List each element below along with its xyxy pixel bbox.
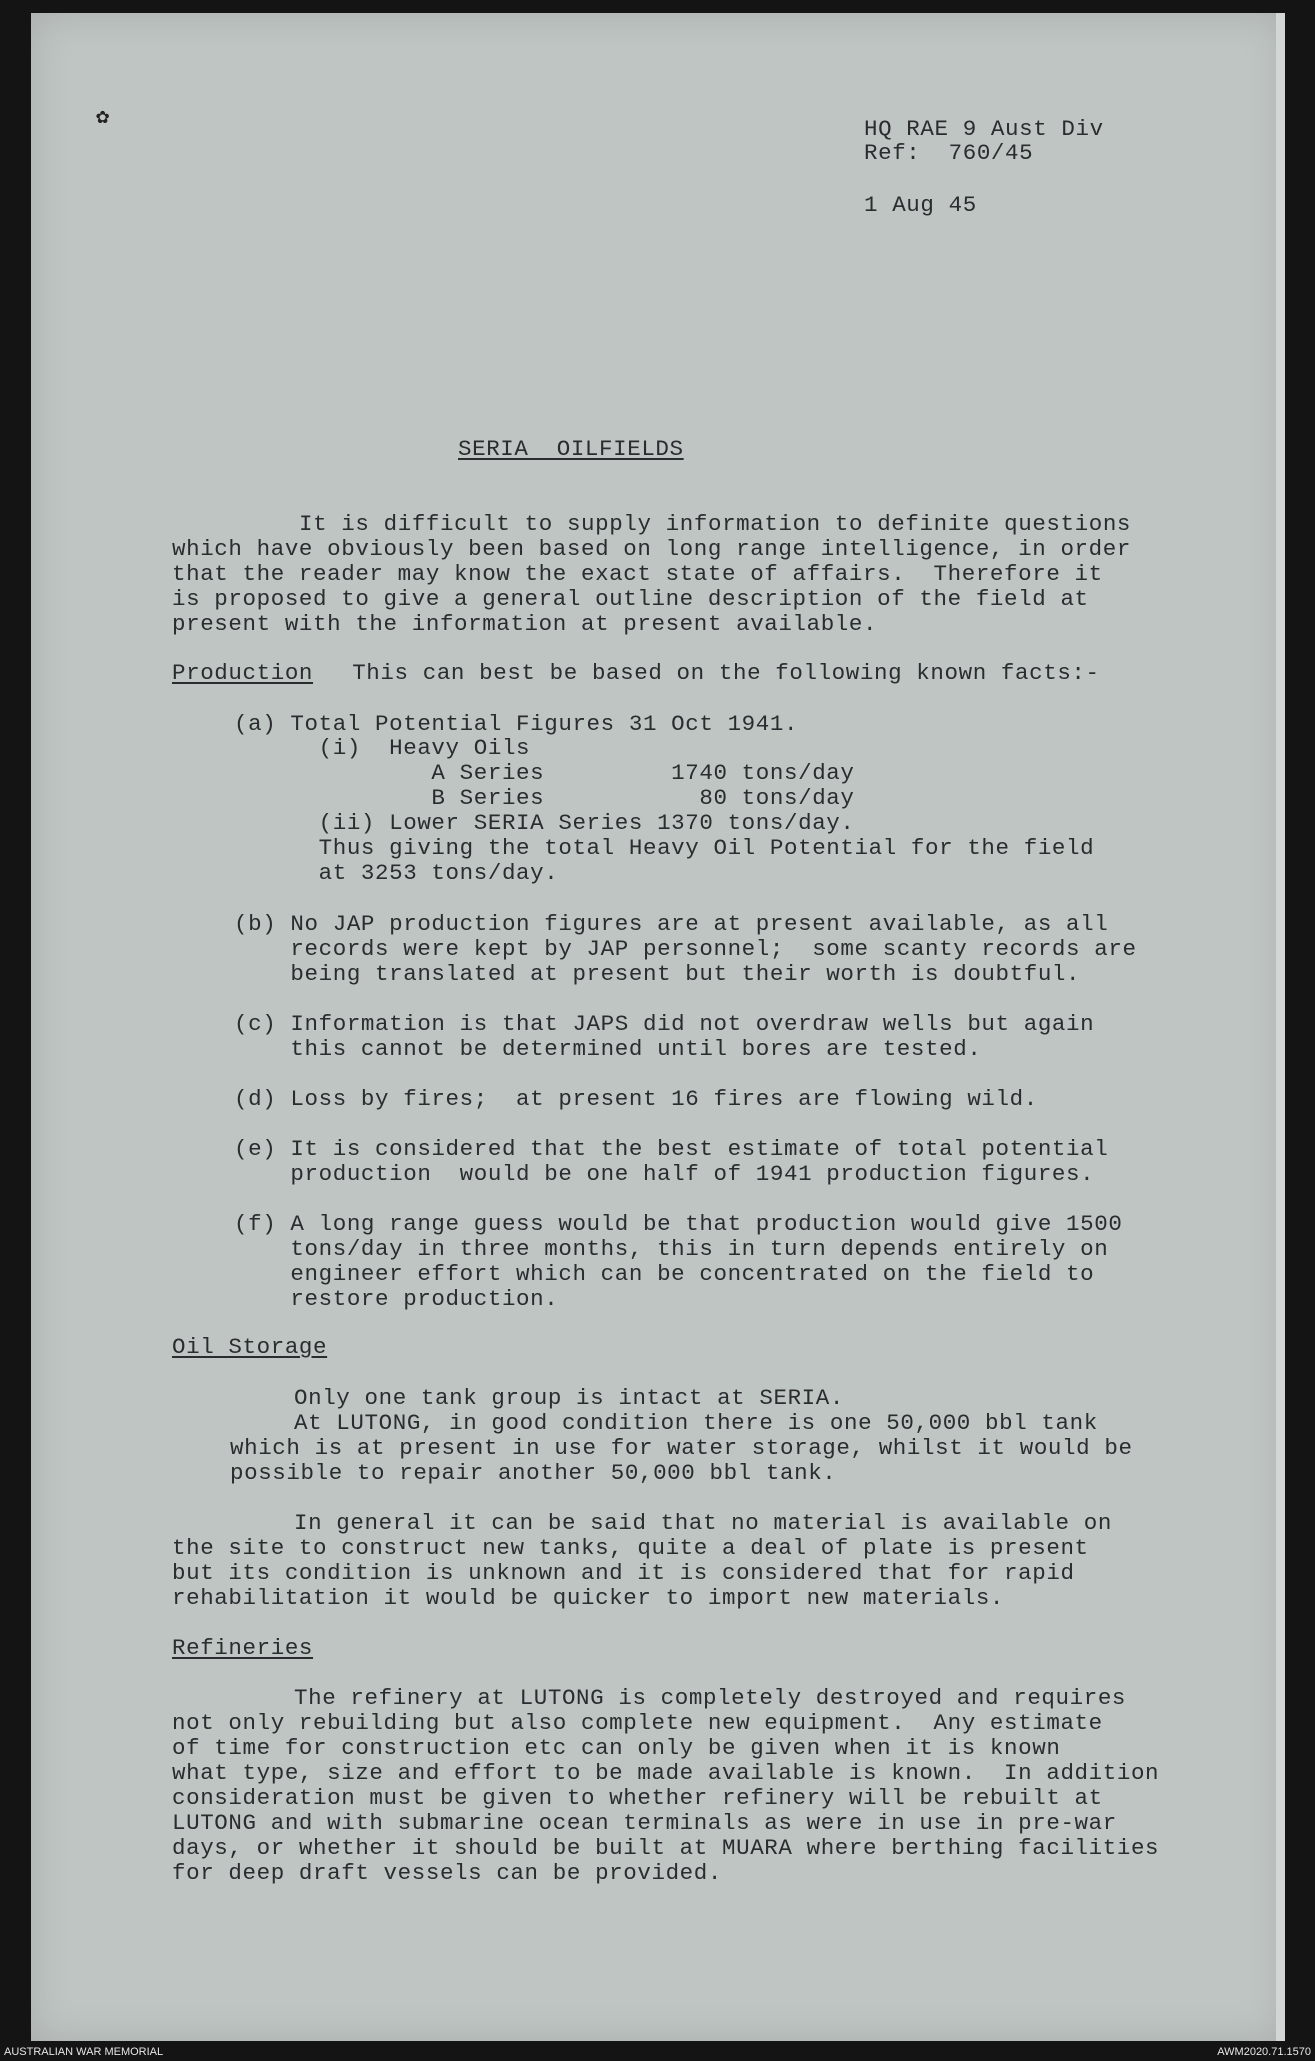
oil-storage-line: Only one tank group is intact at SERIA.	[294, 1385, 844, 1411]
intro-line: that the reader may know the exact state of affairs. Therefore it	[172, 561, 1103, 587]
footer-credit: AUSTRALIAN WAR MEMORIAL	[4, 2046, 164, 2058]
oil-storage-line: rehabilitation it would be quicker to import new materials.	[172, 1585, 1005, 1611]
refineries-heading: Refineries	[172, 1635, 314, 1661]
item-a-line: Thus giving the total Heavy Oil Potential for the field	[234, 835, 1095, 861]
header-ref: Ref: 760/45	[864, 140, 1034, 166]
oil-storage-line: At LUTONG, in good condition there is one 50,000 bbl tank	[294, 1410, 1098, 1436]
item-b-line: (b) No JAP production figures are at present available, as all	[234, 911, 1109, 937]
refineries-line: days, or whether it should be built at MUARA where berthing facilities	[172, 1835, 1160, 1861]
footer-accession: AWM2020.71.1570	[1217, 2046, 1311, 2058]
intro-line: which have obviously been based on long range intelligence, in order	[172, 536, 1131, 562]
header-unit: HQ RAE 9 Aust Div	[864, 116, 1104, 142]
oil-storage-line: which is at present in use for water storage, whilst it would be	[230, 1435, 1133, 1461]
item-a-line: at 3253 tons/day.	[234, 860, 559, 886]
oil-storage-line: the site to construct new tanks, quite a deal of plate is present	[172, 1535, 1089, 1561]
item-b-line: records were kept by JAP personnel; some scanty records are	[234, 936, 1137, 962]
item-b-line: being translated at present but their worth is doubtful.	[234, 961, 1081, 987]
refineries-line: what type, size and effort to be made available is known. In addition	[172, 1760, 1160, 1786]
refineries-line: The refinery at LUTONG is completely destroyed and requires	[294, 1685, 1127, 1711]
item-f-line: restore production.	[234, 1286, 559, 1312]
item-a-line: (ii) Lower SERIA Series 1370 tons/day.	[234, 810, 855, 836]
item-c-line: (c) Information is that JAPS did not overdraw wells but again	[234, 1011, 1095, 1037]
production-lead: This can best be based on the following known facts:-	[324, 660, 1100, 686]
item-a-line: (a) Total Potential Figures 31 Oct 1941.	[234, 711, 799, 737]
ink-mark-icon: ✿	[96, 105, 110, 130]
item-a-line: B Series 80 tons/day	[234, 785, 855, 811]
intro-line: present with the information at present available.	[172, 611, 878, 637]
refineries-line: of time for construction etc can only be given when it is known	[172, 1735, 1061, 1761]
item-f-line: engineer effort which can be concentrated on the field to	[234, 1261, 1095, 1287]
item-a-line: A Series 1740 tons/day	[234, 760, 855, 786]
refineries-line: LUTONG and with submarine ocean terminals as were in use in pre-war	[172, 1810, 1117, 1836]
oil-storage-heading: Oil Storage	[172, 1334, 328, 1360]
item-e-line: (e) It is considered that the best estimate of total potential	[234, 1136, 1109, 1162]
oil-storage-line: but its condition is unknown and it is considered that for rapid	[172, 1560, 1075, 1586]
item-f-line: (f) A long range guess would be that production would give 1500	[234, 1211, 1123, 1237]
oil-storage-line: possible to repair another 50,000 bbl tank.	[230, 1460, 837, 1486]
item-e-line: production would be one half of 1941 production figures.	[234, 1161, 1095, 1187]
oil-storage-line: In general it can be said that no material is available on	[294, 1510, 1112, 1536]
refineries-line: not only rebuilding but also complete new equipment. Any estimate	[172, 1710, 1103, 1736]
header-date: 1 Aug 45	[864, 192, 977, 218]
refineries-line: consideration must be given to whether refinery will be rebuilt at	[172, 1785, 1103, 1811]
item-f-line: tons/day in three months, this in turn depends entirely on	[234, 1236, 1109, 1262]
item-a-line: (i) Heavy Oils	[234, 735, 531, 761]
page-title: SERIA OILFIELDS	[458, 436, 684, 462]
intro-line: It is difficult to supply information to definite questions	[299, 511, 1132, 537]
refineries-line: for deep draft vessels can be provided.	[172, 1860, 722, 1886]
production-heading: Production	[172, 660, 314, 686]
item-d-line: (d) Loss by fires; at present 16 fires are flowing wild.	[234, 1086, 1038, 1112]
intro-line: is proposed to give a general outline description of the field at	[172, 586, 1089, 612]
item-c-line: this cannot be determined until bores are tested.	[234, 1036, 982, 1062]
